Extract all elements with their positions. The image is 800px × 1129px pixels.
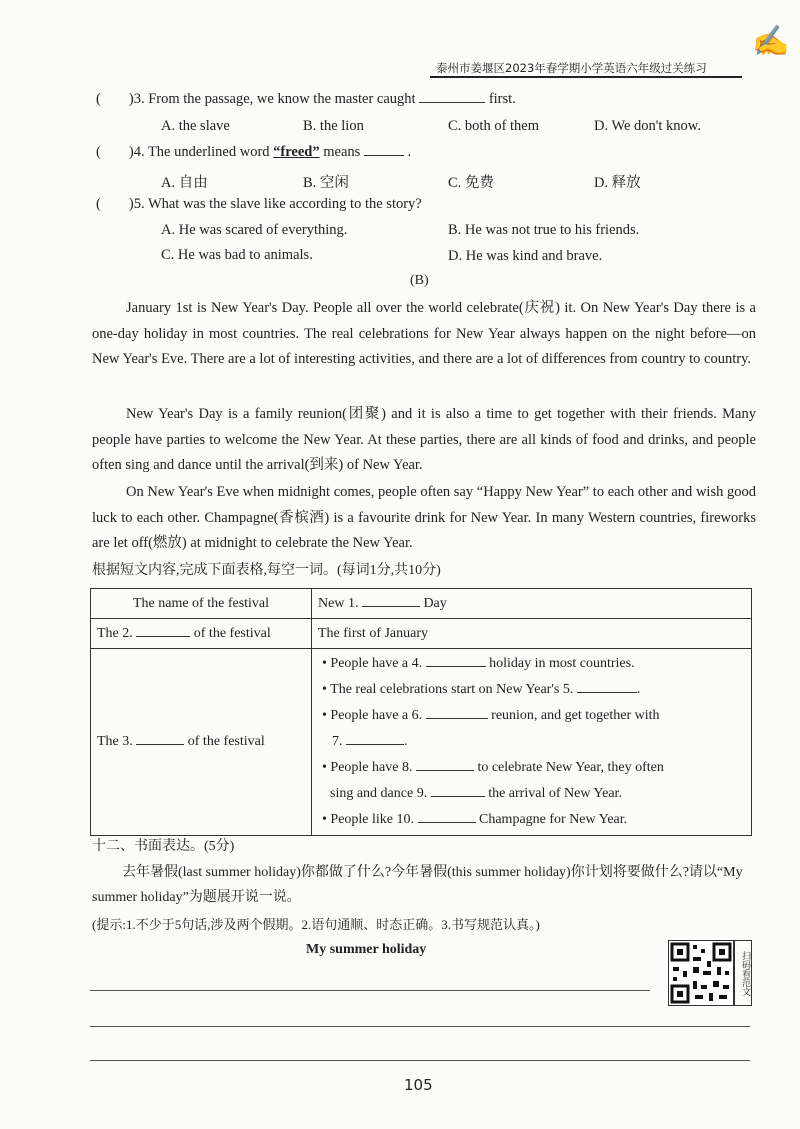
writing-heading: 十二、书面表达。(5分) bbox=[92, 839, 235, 854]
activity-line: • The real celebrations start on New Year's 5. . bbox=[322, 682, 641, 697]
page-number: 105 bbox=[404, 1076, 433, 1094]
option-5c[interactable]: C. He was bad to animals. bbox=[161, 247, 313, 263]
answer-blank-9[interactable] bbox=[431, 796, 485, 797]
answer-blank-6[interactable] bbox=[426, 718, 488, 719]
writing-line[interactable] bbox=[90, 990, 650, 991]
answer-blank-4[interactable] bbox=[426, 666, 486, 667]
passage-paragraph-3: On New Year's Eve when midnight comes, people often say “Happy New Year” to each other and wish good luck to each other. Champagne(香槟酒) is a favourite drink for New Year. In many Western countries, fireworks are let off(燃放) at midnight to celebrate the New Year. bbox=[92, 484, 756, 551]
activity-line: sing and dance 9. the arrival of New Year. bbox=[330, 786, 622, 801]
answer-blank-1[interactable] bbox=[362, 606, 420, 607]
passage-paragraph-2: New Year's Day is a family reunion(团聚) and it is also a time to get together with their friends. Many people have parties to welcome the New Year. At these parties, there are all kinds of food and drinks, and people often sing and dance until the arrival(到来) of New Year. bbox=[92, 406, 756, 473]
option-3b[interactable]: B. the lion bbox=[303, 118, 364, 134]
table-cell-activities bbox=[312, 649, 752, 836]
question-5: ( )5. What was the slave like according to the story? bbox=[96, 196, 422, 212]
page-header: 泰州市姜堰区2023年春学期小学英语六年级过关练习 bbox=[436, 61, 707, 75]
activity-line: • People have a 6. reunion, and get together with bbox=[322, 708, 660, 723]
option-3d[interactable]: D. We don't know. bbox=[594, 118, 701, 134]
option-3a[interactable]: A. the slave bbox=[161, 118, 230, 134]
qr-code[interactable] bbox=[668, 940, 734, 1006]
answer-blank-3[interactable] bbox=[136, 744, 184, 745]
option-4a[interactable]: A. 自由 bbox=[161, 175, 208, 191]
activity-line: • People have a 4. holiday in most countries. bbox=[322, 656, 635, 671]
answer-blank[interactable] bbox=[364, 155, 404, 156]
writing-hint: (提示:1.不少于5句话,涉及两个假期。2.语句通顺、时态正确。3.书写规范认真。) bbox=[92, 917, 540, 932]
answer-blank-10[interactable] bbox=[418, 822, 476, 823]
passage-paragraph-1: January 1st is New Year's Day. People all over the world celebrate(庆祝) it. On New Year's Day there is a one-day holiday in most countries. The real celebrations for New Year always happen on the night before—on New Year's Eve. There are a lot of interesting activities, and there are a lot of differences from country to country. bbox=[92, 300, 756, 367]
table-cell-activities-label: The 3. of the festival bbox=[91, 649, 312, 836]
option-5b[interactable]: B. He was not true to his friends. bbox=[448, 222, 640, 238]
option-5d[interactable]: D. He was kind and brave. bbox=[448, 248, 603, 264]
table-cell-date-label: The 2. of the festival bbox=[91, 619, 312, 649]
writing-line[interactable] bbox=[90, 1060, 750, 1061]
question-3: ( )3. From the passage, we know the master caught first. bbox=[96, 91, 516, 107]
table-cell-date: The first of January bbox=[312, 619, 752, 649]
option-4b[interactable]: B. 空闲 bbox=[303, 175, 349, 191]
question-4: ( )4. The underlined word “freed” means . bbox=[96, 144, 412, 160]
answer-blank-7[interactable] bbox=[346, 744, 404, 745]
reading-person-icon: ✍ bbox=[752, 25, 790, 58]
qr-code-icon bbox=[669, 941, 733, 1005]
option-3c[interactable]: C. both of them bbox=[448, 118, 540, 134]
option-4d[interactable]: D. 释放 bbox=[594, 175, 641, 191]
writing-prompt: 去年暑假(last summer holiday)你都做了什么?今年暑假(this summer holiday)你计划将要做什么?请以“My summer holiday”为题展开说一说。 bbox=[92, 865, 743, 905]
festival-table bbox=[90, 588, 752, 836]
section-b-label: (B) bbox=[410, 273, 429, 288]
option-4c[interactable]: C. 免费 bbox=[448, 175, 494, 191]
activity-line: • People like 10. Champagne for New Year. bbox=[322, 812, 628, 827]
table-cell-festival-name: New 1. Day bbox=[312, 589, 752, 619]
header-rule bbox=[430, 76, 742, 78]
answer-blank-2[interactable] bbox=[136, 636, 190, 637]
answer-blank-8[interactable] bbox=[416, 770, 474, 771]
answer-blank[interactable] bbox=[419, 102, 485, 103]
table-cell-festival-name-label: The name of the festival bbox=[91, 589, 312, 619]
writing-title: My summer holiday bbox=[306, 942, 427, 957]
answer-blank-5[interactable] bbox=[577, 692, 637, 693]
table-instruction: 根据短文内容,完成下面表格,每空一词。(每词1分,共10分) bbox=[92, 563, 441, 578]
activity-line: 7. . bbox=[332, 734, 408, 749]
qr-label: 扫码看范文 bbox=[734, 940, 752, 1006]
activity-line: • People have 8. to celebrate New Year, they often bbox=[322, 760, 664, 775]
option-5a[interactable]: A. He was scared of everything. bbox=[161, 222, 348, 238]
writing-line[interactable] bbox=[90, 1026, 750, 1027]
